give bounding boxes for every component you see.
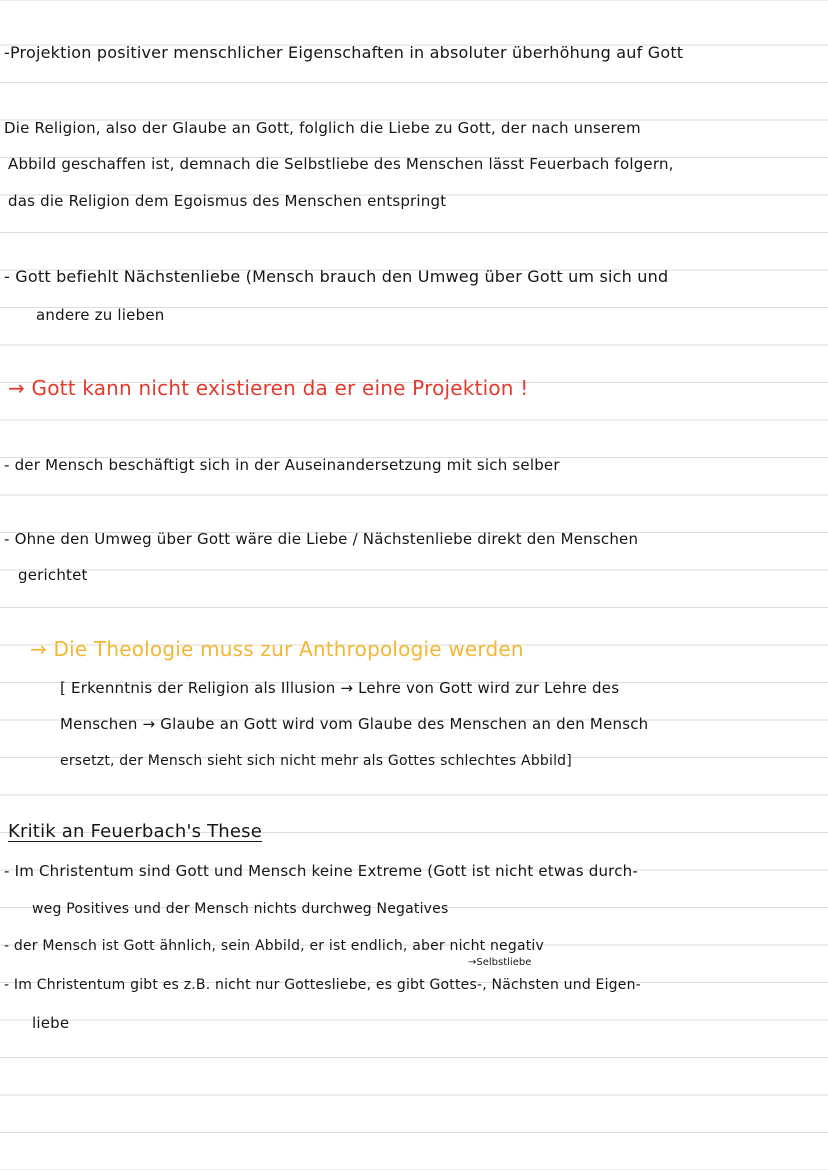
note-religion-line-3: das die Religion dem Egoismus des Menschen entspringt: [8, 192, 447, 210]
note-befiehlt-line-2: andere zu lieben: [36, 306, 165, 324]
note-projektion: -Projektion positiver menschlicher Eigenschaften in absoluter überhöhung auf Gott: [4, 43, 684, 62]
kritik-point-1-line-1: - Im Christentum sind Gott und Mensch keine Extreme (Gott ist nicht etwas durch-: [4, 862, 638, 880]
note-umweg-line-2: gerichtet: [18, 566, 88, 584]
note-erkenntnis-line-3: ersetzt, der Mensch sieht sich nicht mehr als Gottes schlechtes Abbild]: [60, 753, 572, 769]
note-befiehlt-line-1: - Gott befiehlt Nächstenliebe (Mensch brauch den Umweg über Gott um sich und: [4, 267, 669, 286]
note-umweg-line-1: - Ohne den Umweg über Gott wäre die Liebe / Nächstenliebe direkt den Menschen: [4, 530, 639, 548]
note-beschaeftigt: - der Mensch beschäftigt sich in der Auseinandersetzung mit sich selber: [4, 456, 560, 474]
kritik-point-1-line-2: weg Positives und der Mensch nichts durchweg Negatives: [32, 901, 449, 917]
note-religion-line-1: Die Religion, also der Glaube an Gott, folglich die Liebe zu Gott, der nach unserem: [4, 119, 641, 137]
kritik-point-3-line-2: liebe: [32, 1014, 70, 1032]
note-erkenntnis-line-2: Menschen → Glaube an Gott wird vom Glaube des Menschen an den Mensch: [60, 715, 649, 733]
note-conclusion: → Gott kann nicht existieren da er eine Projektion !: [8, 376, 529, 400]
note-religion-line-2: Abbild geschaffen ist, demnach die Selbstliebe des Menschen lässt Feuerbach folgern,: [8, 155, 674, 173]
note-theologie: → Die Theologie muss zur Anthropologie werden: [30, 637, 524, 661]
kritik-point-3-line-1: - Im Christentum gibt es z.B. nicht nur Gottesliebe, es gibt Gottes-, Nächsten und Eigen-: [4, 977, 641, 993]
kritik-heading: Kritik an Feuerbach's These: [8, 821, 263, 842]
kritik-point-2: - der Mensch ist Gott ähnlich, sein Abbild, er ist endlich, aber nicht negativ: [4, 938, 545, 954]
note-erkenntnis-line-1: [ Erkenntnis der Religion als Illusion → Lehre von Gott wird zur Lehre des: [60, 679, 620, 697]
kritik-point-2-annotation: →Selbstliebe: [468, 957, 532, 968]
